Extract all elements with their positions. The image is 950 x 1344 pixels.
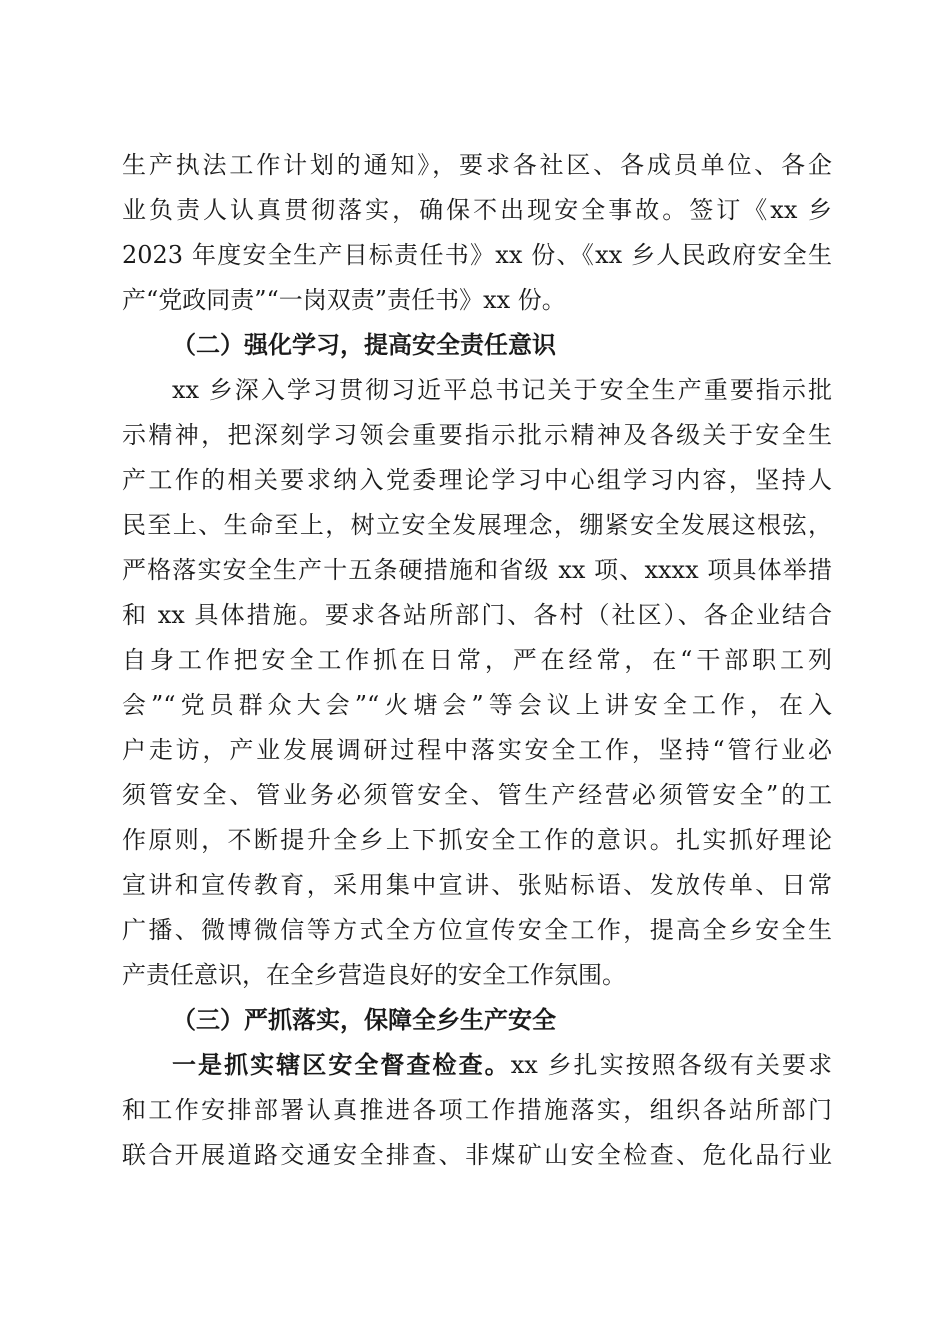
paragraph-line: xx 乡深入学习贯彻习近平总书记关于安全生产重要指示批 [172,376,832,404]
paragraph-line: 产“党政同责”“一岗双责”责任书》xx 份。 [122,286,566,314]
paragraph-line: 产工作的相关要求纳入党委理论学习中心组学习内容，坚持人 [122,466,832,494]
paragraph-line: 联合开展道路交通安全排查、非煤矿山安全检查、危化品行业 [122,1141,832,1169]
paragraph-line: 生产执法工作计划的通知》，要求各社区、各成员单位、各企 [122,151,832,179]
paragraph-line [172,1050,832,1080]
paragraph-line: 严格落实安全生产十五条硬措施和省级 xx 项、xxxx 项具体举措 [122,556,832,584]
paragraph-text: xx 乡扎实按照各级有关要求 [510,1051,832,1079]
paragraph-line: 和工作安排部署认真推进各项工作措施落实，组织各站所部门 [122,1096,832,1124]
paragraph-line: 自身工作把安全工作抓在日常，严在经常，在“干部职工列 [122,646,832,674]
paragraph-line: 和 xx 具体措施。要求各站所部门、各村（社区）、各企业结合 [122,601,832,629]
paragraph-line: 产责任意识，在全乡营造良好的安全工作氛围。 [122,961,626,989]
paragraph-line: 宣讲和宣传教育，采用集中宣讲、张贴标语、发放传单、日常 [122,871,832,899]
paragraph-line: 会”“党员群众大会”“火塘会”等会议上讲安全工作，在入 [122,691,832,719]
section-heading: （三）严抓落实，保障全乡生产安全 [172,1006,556,1034]
paragraph-line: 业负责人认真贯彻落实，确保不出现安全事故。签订《xx 乡 [122,196,832,224]
paragraph-line: 民至上、生命至上，树立安全发展理念，绷紧安全发展这根弦， [122,511,832,539]
paragraph-lead: 一是抓实辖区安全督查检查。 [172,1051,511,1079]
paragraph-line: 示精神，把深刻学习领会重要指示批示精神及各级关于安全生 [122,421,832,449]
paragraph-line: 2023 年度安全生产目标责任书》xx 份、《xx 乡人民政府安全生 [122,241,832,269]
paragraph-line: 须管安全、管业务必须管安全、管生产经营必须管安全”的工 [122,781,832,809]
paragraph-line: 广播、微博微信等方式全方位宣传安全工作，提高全乡安全生 [122,916,832,944]
section-heading: （二）强化学习，提高安全责任意识 [172,331,556,359]
paragraph-line: 户走访，产业发展调研过程中落实安全工作，坚持“管行业必 [122,736,832,764]
paragraph-line: 作原则，不断提升全乡上下抓安全工作的意识。扎实抓好理论 [122,826,832,854]
